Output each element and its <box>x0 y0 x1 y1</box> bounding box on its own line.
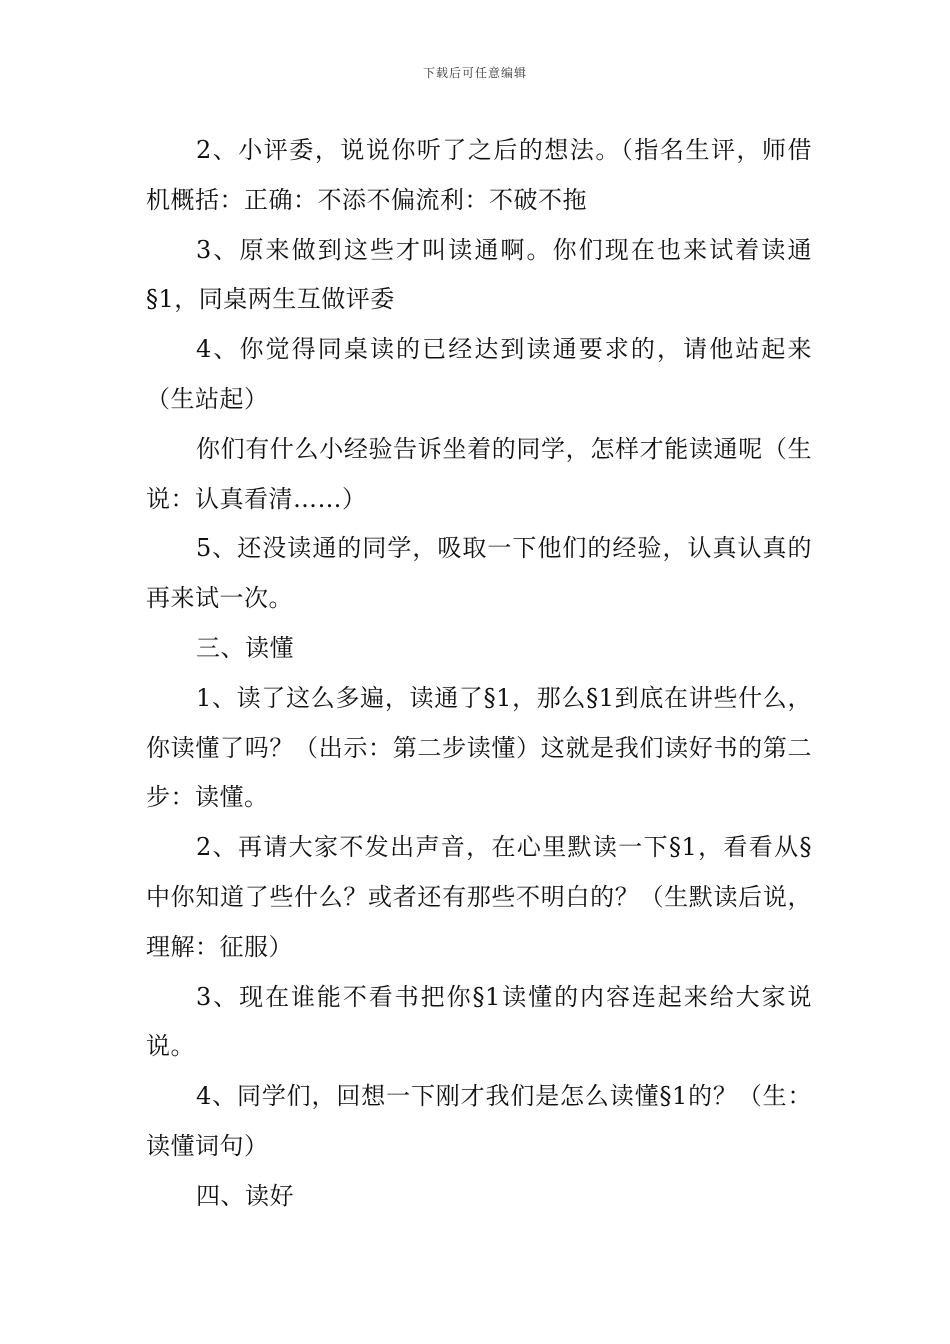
paragraph: 4、你觉得同桌读的已经达到读通要求的，请他站起来（生站起） <box>146 335 812 413</box>
paragraph: 2、小评委，说说你听了之后的想法。（指名生评，师借机概括：正确：不添不偏流利：不破不拖 <box>146 136 812 214</box>
document-body <box>146 126 812 1222</box>
paragraph: 2、再请大家不发出声音，在心里默读一下§1，看看从§中你知道了些什么？或者还有那些不明白的？（生默读后说，理解：征服） <box>146 833 812 961</box>
section-heading: 四、读好 <box>196 1181 294 1210</box>
paragraph: 3、现在谁能不看书把你§1读懂的内容连起来给大家说说。 <box>146 982 812 1061</box>
paragraph: 5、还没读通的同学，吸取一下他们的经验，认真认真的再来试一次。 <box>146 534 812 613</box>
page-header: 下载后可任意编辑 <box>422 66 527 80</box>
paragraph: 3、原来做到这些才叫读通啊。你们现在也来试着读通§1，同桌两生互做评委 <box>146 235 812 314</box>
paragraph: 你们有什么小经验告诉坐着的同学，怎样才能读通呢（生说：认真看清……） <box>146 434 812 513</box>
paragraph: 4、同学们，回想一下刚才我们是怎么读懂§1的？（生：读懂词句） <box>146 1082 812 1160</box>
section-heading: 三、读懂 <box>196 633 294 662</box>
paragraph: 1、读了这么多遍，读通了§1，那么§1到底在讲些什么，你读懂了吗？（出示：第二步读懂）这就是我们读好书的第二步：读懂。 <box>146 683 812 812</box>
